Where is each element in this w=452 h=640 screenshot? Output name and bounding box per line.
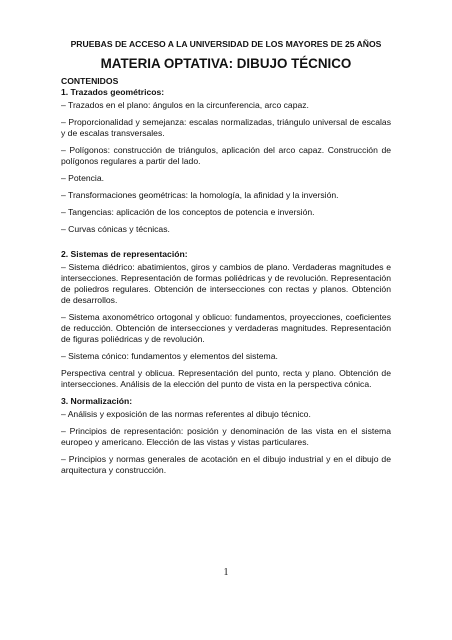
contents-label: CONTENIDOS: [61, 76, 119, 86]
list-item: – Tangencias: aplicación de los conceptos de potencia e inversión.: [61, 207, 315, 217]
section-title: 3. Normalización:: [61, 396, 133, 406]
list-item: – Transformaciones geométricas: la homología, la afinidad y la inversión.: [61, 190, 339, 200]
list-item: – Polígonos: construcción de triángulos, aplicación del arco capaz. Construcción de polígonos regulares a partir del lado.: [61, 145, 391, 166]
list-item: – Potencia.: [61, 173, 104, 183]
list-item: – Sistema cónico: fundamentos y elementos del sistema.: [61, 351, 278, 361]
list-item: – Proporcionalidad y semejanza: escalas normalizadas, triángulo universal de escalas y de escalas transversales.: [61, 117, 391, 138]
section-title: 2. Sistemas de representación:: [61, 249, 188, 259]
section-trazados: [61, 87, 391, 235]
section-title: 1. Trazados geométricos:: [61, 87, 165, 97]
list-item: – Curvas cónicas y técnicas.: [61, 224, 170, 234]
section-normalizacion: [61, 396, 391, 476]
list-item: – Principios y normas generales de acotación en el dibujo industrial y en el dibujo de arquitectura y construcción.: [61, 454, 391, 475]
list-item: – Análisis y exposición de las normas referentes al dibujo técnico.: [61, 409, 311, 419]
page-number: 1: [223, 567, 229, 578]
list-item: – Trazados en el plano: ángulos en la circunferencia, arco capaz.: [61, 100, 309, 110]
list-item: – Sistema axonométrico ortogonal y oblicuo: fundamentos, proyecciones, coeficientes de reducción. Obtención de intersecciones y verdaderas magnitudes. Representación de figuras poliédricas y de revolución.: [61, 312, 391, 344]
document-body: [61, 39, 391, 482]
section-sistemas: [61, 249, 391, 390]
list-item: – Principios de representación: posición y denominación de las vista en el sistema europeo y americano. Elección de las vistas y vistas particulares.: [61, 426, 391, 447]
list-item: Perspectiva central y oblicua. Representación del punto, recta y plano. Obtención de intersecciones. Análisis de la elección del punto de vista en la perspectiva cónica.: [61, 368, 391, 389]
list-item: – Sistema diédrico: abatimientos, giros y cambios de plano. Verdaderas magnitudes e intersecciones. Representación de formas poliédricas y de revolución. Representación de poliedros regulares. Obtención de intersecciones con rectas y planos. Obtención de desarrollos.: [61, 262, 391, 305]
document-header: PRUEBAS DE ACCESO A LA UNIVERSIDAD DE LOS MAYORES DE 25 AÑOS: [70, 39, 382, 49]
document-title: MATERIA OPTATIVA: DIBUJO TÉCNICO: [100, 56, 352, 71]
